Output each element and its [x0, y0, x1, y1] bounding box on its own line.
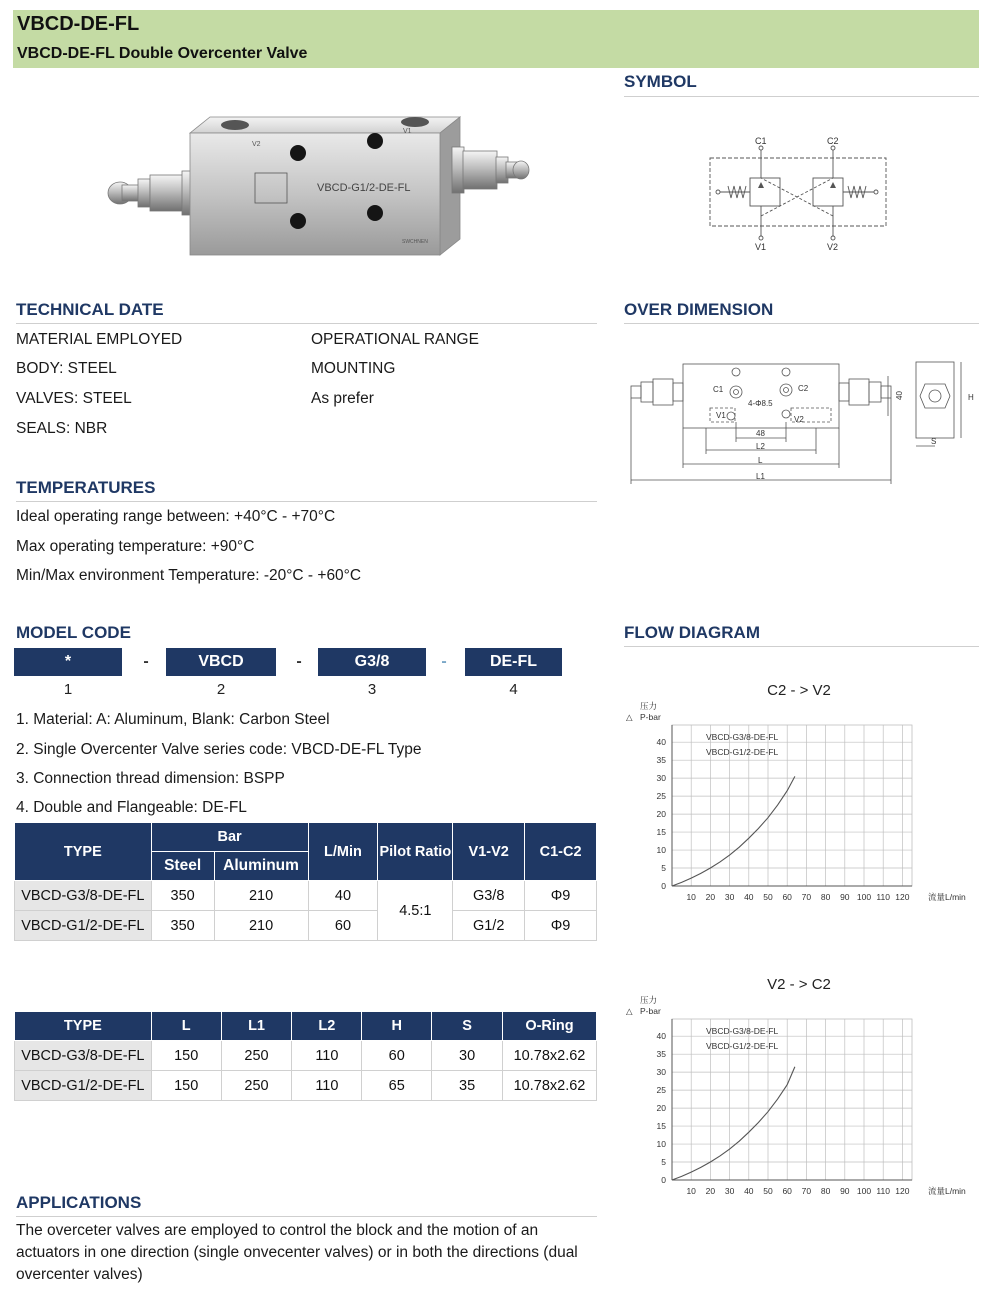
- y-tick-label: 15: [656, 827, 666, 838]
- model-dash-1: -: [143, 653, 149, 670]
- flow-heading: FLOW DIAGRAM: [624, 623, 760, 642]
- dim-cell: 250: [221, 1071, 292, 1101]
- spec-header-type: TYPE: [15, 823, 152, 881]
- x-tick-label: 70: [801, 1186, 812, 1196]
- spec-cell-v1v2: G3/8: [453, 881, 525, 911]
- spec-cell-type: VBCD-G1/2-DE-FL: [15, 911, 152, 941]
- header-bar: [13, 10, 979, 68]
- model-number-4: 4: [509, 681, 518, 698]
- legend-label: VBCD-G3/8-DE-FL: [706, 1026, 779, 1036]
- dim-cell: 110: [292, 1041, 362, 1071]
- model-box-series: VBCD: [166, 648, 276, 676]
- tech-left-0: MATERIAL EMPLOYED: [16, 331, 183, 348]
- dim-label-s: S: [931, 437, 937, 446]
- temperatures-divider: [16, 501, 597, 502]
- dimension-heading: OVER DIMENSION: [624, 300, 774, 319]
- x-tick-label: 20: [705, 1186, 716, 1196]
- dim-label-h: H: [968, 393, 974, 402]
- tech-left-3: SEALS: NBR: [16, 420, 108, 437]
- symbol-label-v2: V2: [827, 242, 839, 252]
- y-tick-label: 40: [656, 1031, 666, 1042]
- y-axis-label-cn: 压力: [640, 701, 658, 711]
- product-image: [100, 95, 530, 270]
- table-row: [15, 911, 597, 941]
- model-number-3: 3: [367, 681, 377, 698]
- chart-title: C2 - > V2: [767, 682, 831, 699]
- x-tick-label: 110: [876, 1186, 890, 1196]
- dim-label-holes: 4-Φ8.5: [748, 399, 773, 408]
- dim-header-l1: L1: [221, 1012, 292, 1041]
- model-number-2: 2: [216, 681, 226, 698]
- dim-cell: 65: [362, 1071, 432, 1101]
- x-tick-label: 30: [724, 892, 735, 902]
- dim-label-48: 48: [756, 429, 765, 438]
- left-cartridge: [108, 171, 194, 215]
- model-number-1: 1: [63, 681, 73, 698]
- y-axis-arrow: △: [626, 1006, 633, 1016]
- spec-header-bar: Bar: [151, 823, 308, 852]
- x-tick-label: 40: [744, 1186, 754, 1196]
- dimension-divider: [624, 323, 979, 324]
- model-note-4: 4. Double and Flangeable: DE-FL: [16, 799, 247, 816]
- dim-header-l: L: [151, 1012, 221, 1041]
- dim-cell: VBCD-G3/8-DE-FL: [15, 1041, 152, 1071]
- spec-header-v1v2: V1-V2: [453, 823, 525, 881]
- spec-cell-v1v2: G1/2: [453, 911, 525, 941]
- y-tick-label: 30: [656, 773, 666, 784]
- model-code-heading: MODEL CODE: [16, 623, 131, 642]
- spec-header-pilot: Pilot Ratio: [378, 823, 453, 881]
- flow-chart-c2-v2: [622, 678, 978, 910]
- dim-label-v2: V2: [794, 415, 804, 424]
- applications-text: The overceter valves are employed to control the block and the motion of an actuators in one direction (single onvecenter valves) or in both the directions (dual overcenter valves): [16, 1222, 578, 1283]
- x-tick-label: 10: [686, 1186, 696, 1196]
- symbol-divider: [624, 96, 979, 97]
- technical-divider: [16, 323, 597, 324]
- dim-label-l: L: [758, 456, 763, 465]
- dim-cell: 150: [151, 1041, 221, 1071]
- dim-label-c1: C1: [713, 385, 724, 394]
- table-row: [15, 1071, 597, 1101]
- legend-label: VBCD-G1/2-DE-FL: [706, 747, 779, 757]
- series-line: [672, 776, 795, 886]
- x-tick-label: 120: [895, 1186, 910, 1196]
- y-tick-label: 20: [656, 1103, 666, 1114]
- spec-cell-steel: 350: [151, 881, 214, 911]
- spec-header-lmin: L/Min: [308, 823, 378, 881]
- tech-right-1: MOUNTING: [311, 360, 396, 377]
- product-code: VBCD-DE-FL: [17, 13, 140, 35]
- x-tick-label: 80: [820, 1186, 831, 1196]
- y-tick-label: 25: [656, 1085, 666, 1096]
- y-tick-label: 35: [656, 755, 666, 766]
- dim-header-l2: L2: [292, 1012, 362, 1041]
- right-cartridge: [452, 147, 529, 193]
- y-tick-label: 25: [656, 791, 666, 802]
- dim-cell: 10.78x2.62: [503, 1041, 597, 1071]
- dimension-drawing: [626, 352, 978, 492]
- dim-cell: 60: [362, 1041, 432, 1071]
- x-tick-label: 100: [856, 892, 872, 902]
- x-tick-label: 90: [840, 1186, 850, 1196]
- spec-header-aluminum: Aluminum: [214, 852, 308, 881]
- dim-label-l1: L1: [756, 472, 765, 481]
- y-tick-label: 5: [661, 863, 666, 874]
- tech-left-1: BODY: STEEL: [16, 360, 117, 377]
- tech-left-2: VALVES: STEEL: [16, 390, 132, 407]
- port-label-v1: V1: [403, 128, 412, 135]
- spec-cell-pilot: 4.5:1: [378, 881, 453, 941]
- flow-chart-v2-c2: [622, 972, 978, 1216]
- spec-cell-aluminum: 210: [214, 881, 308, 911]
- legend-label: VBCD-G1/2-DE-FL: [706, 1041, 779, 1051]
- port-label-v2: V2: [252, 141, 261, 148]
- x-tick-label: 50: [763, 892, 773, 902]
- symbol-label-c2: C2: [827, 136, 839, 146]
- brand-mark: SWCHNEN: [402, 239, 428, 245]
- symbol-heading: SYMBOL: [624, 72, 697, 91]
- dim-cell: 30: [432, 1041, 503, 1071]
- spec-cell-lmin: 40: [308, 881, 378, 911]
- y-axis-label-cn: 压力: [640, 995, 658, 1005]
- symbol-label-v1: V1: [755, 242, 767, 252]
- spec-cell-steel: 350: [151, 911, 214, 941]
- y-axis-arrow: △: [626, 712, 633, 722]
- technical-heading: TECHNICAL DATE: [16, 300, 164, 319]
- dim-cell: 150: [151, 1071, 221, 1101]
- x-tick-label: 20: [705, 892, 716, 902]
- temperature-line-2: Min/Max environment Temperature: -20°C - +60°C: [16, 567, 362, 584]
- x-axis-label: 流量L/min: [928, 892, 966, 902]
- y-tick-label: 5: [661, 1157, 666, 1168]
- model-box-material: *: [14, 648, 122, 676]
- applications-heading: APPLICATIONS: [16, 1193, 142, 1212]
- spec-header-c1c2: C1-C2: [525, 823, 597, 881]
- symbol-label-c1: C1: [755, 136, 767, 146]
- table-row: [15, 1041, 597, 1071]
- dim-header-oring: O-Ring: [503, 1012, 597, 1041]
- x-tick-label: 30: [724, 1186, 735, 1196]
- dim-header-s: S: [432, 1012, 503, 1041]
- model-dash-3: -: [441, 653, 447, 670]
- dim-cell: 35: [432, 1071, 503, 1101]
- x-tick-label: 80: [820, 892, 831, 902]
- model-note-3: 3. Connection thread dimension: BSPP: [16, 770, 285, 787]
- y-axis-label: P-bar: [640, 1006, 661, 1016]
- spec-cell-type: VBCD-G3/8-DE-FL: [15, 881, 152, 911]
- y-tick-label: 10: [656, 1139, 666, 1150]
- x-tick-label: 120: [895, 892, 910, 902]
- series-line: [672, 1067, 795, 1180]
- x-tick-label: 10: [686, 892, 696, 902]
- spec-cell-aluminum: 210: [214, 911, 308, 941]
- dim-header-type: TYPE: [15, 1012, 152, 1041]
- spec-header-steel: Steel: [151, 852, 214, 881]
- dim-label-l2: L2: [756, 442, 765, 451]
- spec-cell-c1c2: Φ9: [525, 881, 597, 911]
- x-tick-label: 90: [840, 892, 850, 902]
- dim-label-c2: C2: [798, 384, 809, 393]
- x-tick-label: 100: [856, 1186, 872, 1196]
- flow-divider: [624, 646, 979, 647]
- model-box-type: DE-FL: [465, 648, 562, 676]
- chart-title: V2 - > C2: [767, 976, 831, 993]
- dim-cell: 10.78x2.62: [503, 1071, 597, 1101]
- y-tick-label: 20: [656, 809, 666, 820]
- spec-cell-c1c2: Φ9: [525, 911, 597, 941]
- x-tick-label: 50: [763, 1186, 773, 1196]
- dim-label-40: 40: [895, 391, 904, 400]
- model-box-thread: G3/8: [318, 648, 426, 676]
- y-tick-label: 0: [661, 881, 666, 891]
- valve-block: [190, 117, 460, 255]
- temperatures-heading: TEMPERATURES: [16, 478, 156, 497]
- applications-divider: [16, 1216, 597, 1217]
- y-tick-label: 40: [656, 737, 666, 748]
- dim-cell: VBCD-G1/2-DE-FL: [15, 1071, 152, 1101]
- y-tick-label: 0: [661, 1175, 666, 1185]
- temperature-line-0: Ideal operating range between: +40°C - +70°C: [16, 508, 336, 525]
- y-tick-label: 15: [656, 1121, 666, 1132]
- product-title: VBCD-DE-FL Double Overcenter Valve: [17, 45, 308, 62]
- y-axis-label: P-bar: [640, 712, 661, 722]
- y-tick-label: 35: [656, 1049, 666, 1060]
- x-tick-label: 70: [801, 892, 812, 902]
- model-note-1: 1. Material: A: Aluminum, Blank: Carbon Steel: [16, 711, 330, 728]
- tech-right-2: As prefer: [311, 390, 374, 407]
- y-tick-label: 30: [656, 1067, 666, 1078]
- spec-table: [14, 822, 597, 941]
- hydraulic-symbol: [700, 132, 900, 257]
- dim-cell: 110: [292, 1071, 362, 1101]
- table-row: [15, 881, 597, 911]
- spec-cell-lmin: 60: [308, 911, 378, 941]
- temperature-line-1: Max operating temperature: +90°C: [16, 538, 255, 555]
- model-dash-2: -: [296, 653, 302, 670]
- tech-right-0: OPERATIONAL RANGE: [311, 331, 479, 348]
- legend-label: VBCD-G3/8-DE-FL: [706, 732, 779, 742]
- dim-header-h: H: [362, 1012, 432, 1041]
- dim-cell: 250: [221, 1041, 292, 1071]
- x-axis-label: 流量L/min: [928, 1186, 966, 1196]
- dimension-table: [14, 1011, 597, 1101]
- x-tick-label: 60: [782, 1186, 792, 1196]
- x-tick-label: 110: [876, 892, 890, 902]
- dim-label-v1: V1: [716, 411, 726, 420]
- x-tick-label: 60: [782, 892, 792, 902]
- model-note-2: 2. Single Overcenter Valve series code: VBCD-DE-FL Type: [16, 741, 422, 758]
- y-tick-label: 10: [656, 845, 666, 856]
- block-engraving: VBCD-G1/2-DE-FL: [317, 182, 411, 194]
- x-tick-label: 40: [744, 892, 754, 902]
